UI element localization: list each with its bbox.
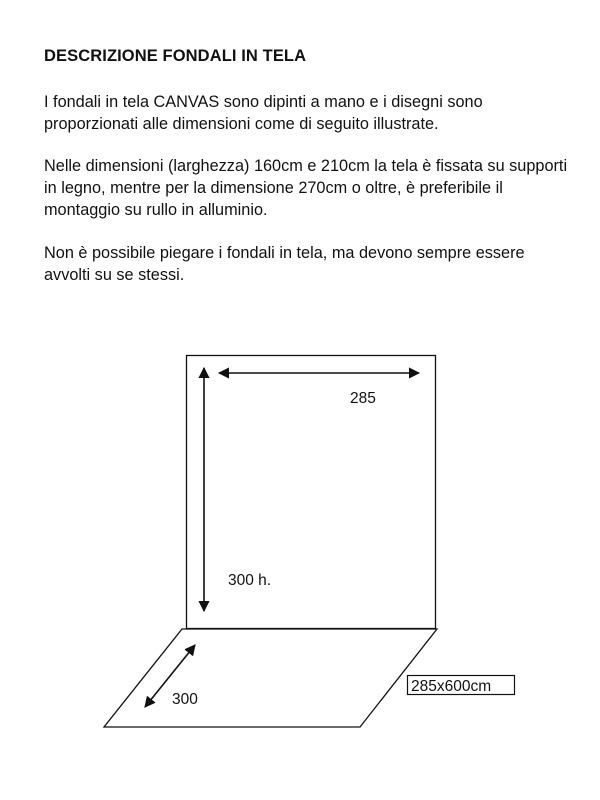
paragraph-intro: I fondali in tela CANVAS sono dipinti a mano e i disegni sono proporzionati alle dimensioni come di seguito illustrate. bbox=[44, 93, 483, 133]
page-title: DESCRIZIONE FONDALI IN TELA bbox=[44, 47, 307, 65]
backdrop-floor-panel bbox=[104, 629, 437, 727]
paragraph-dimensions: Nelle dimensioni (larghezza) 160cm e 210cm la tela è fissata su supporti in legno, mentre per la dimensione 270cm o oltre, è preferibile il montaggio su rullo in alluminio. bbox=[44, 157, 568, 219]
size-label: 285x600cm bbox=[411, 678, 492, 695]
paragraph-handling: Non è possibile piegare i fondali in tela, ma devono sempre essere avvolti su se stessi. bbox=[44, 244, 525, 284]
backdrop-vertical-panel bbox=[187, 356, 436, 629]
height-label: 300 h. bbox=[228, 572, 272, 589]
depth-label: 300 bbox=[172, 691, 198, 708]
width-label: 285 bbox=[350, 390, 376, 407]
